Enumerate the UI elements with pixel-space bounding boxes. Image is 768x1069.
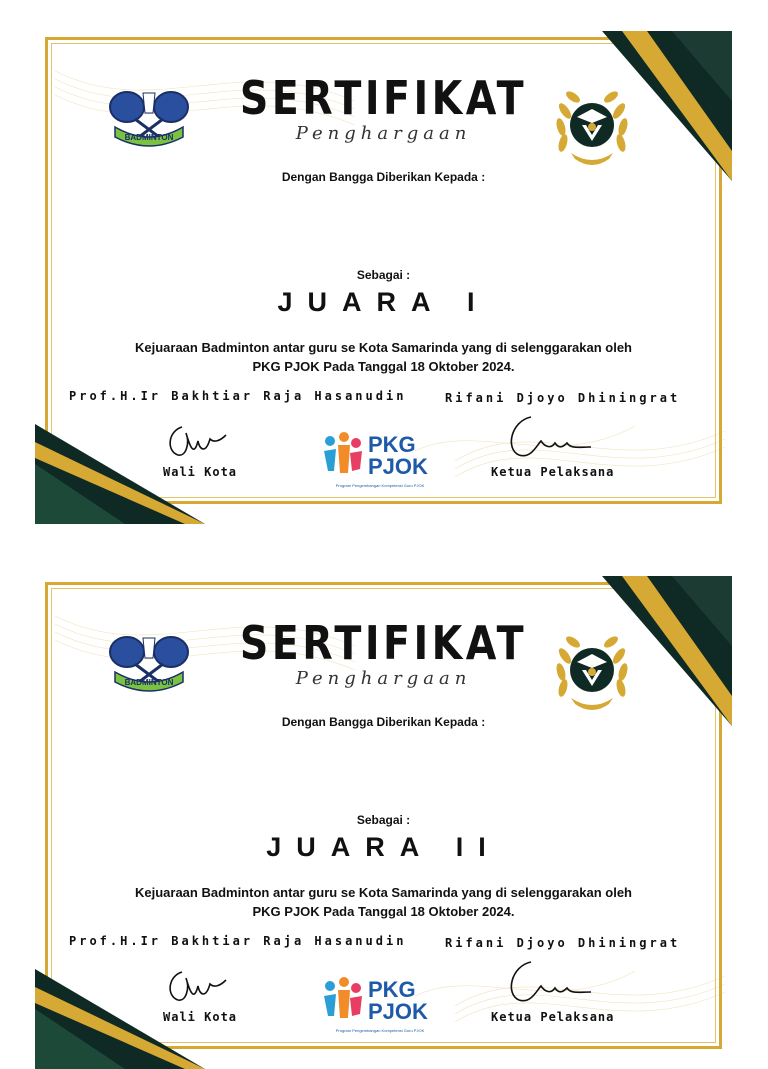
- left-signature: [160, 417, 230, 463]
- given-to-label: Dengan Bangga Diberikan Kepada :: [281, 715, 486, 729]
- right-signer-name: Rifani Djoyo Dhiningrat: [445, 391, 681, 405]
- badminton-logo-text: BADMINTON: [124, 678, 174, 687]
- pkg-figures-icon: [320, 976, 366, 1026]
- certificate-title: SERTIFIKAT: [239, 71, 528, 125]
- right-signature: [501, 956, 597, 1008]
- pkg-pjok-logo: [320, 976, 440, 1036]
- award-rank: JUARA II: [266, 832, 501, 862]
- pkg-tagline: Program Pengembangan Kompetensi Guru PJOK: [335, 483, 425, 488]
- pkg-pjok-logo: [320, 431, 440, 491]
- given-to-label: Dengan Bangga Diberikan Kepada :: [281, 170, 486, 184]
- laurel-emblem-icon: [551, 83, 633, 167]
- pkg-text-line2: PJOK: [368, 999, 428, 1024]
- right-signer-name: Rifani Djoyo Dhiningrat: [445, 936, 681, 950]
- certificate-subtitle: Penghargaan: [295, 123, 472, 144]
- as-label: Sebagai :: [356, 813, 411, 827]
- description-line-2: PKG PJOK Pada Tanggal 18 Oktober 2024.: [252, 359, 515, 374]
- pkg-text-line2: PJOK: [368, 454, 428, 479]
- certificate-subtitle: Penghargaan: [295, 668, 472, 689]
- left-signer-role: Wali Kota: [163, 1010, 238, 1024]
- left-signer-name: Prof.H.Ir Bakhtiar Raja Hasanudin: [69, 934, 407, 948]
- award-rank: JUARA I: [277, 287, 490, 317]
- award-description: [125, 883, 642, 921]
- as-label: Sebagai :: [356, 268, 411, 282]
- badminton-logo-text: BADMINTON: [124, 133, 174, 142]
- left-signature: [160, 962, 230, 1008]
- pkg-text-line1: PKG: [368, 977, 416, 1002]
- award-description: [125, 338, 642, 376]
- certificate-2: [35, 576, 732, 1069]
- left-signer-role: Wali Kota: [163, 465, 238, 479]
- pkg-tagline: Program Pengembangan Kompetensi Guru PJOK: [335, 1028, 425, 1033]
- pkg-figures-icon: [320, 431, 366, 481]
- left-signer-name: Prof.H.Ir Bakhtiar Raja Hasanudin: [69, 389, 407, 403]
- description-line-1: Kejuaraan Badminton antar guru se Kota Samarinda yang di selenggarakan oleh: [134, 340, 632, 355]
- right-signature: [501, 411, 597, 463]
- certificate-1: [35, 31, 732, 524]
- description-line-2: PKG PJOK Pada Tanggal 18 Oktober 2024.: [252, 904, 515, 919]
- right-signer-role: Ketua Pelaksana: [491, 465, 615, 479]
- certificate-title: SERTIFIKAT: [239, 616, 528, 670]
- description-line-1: Kejuaraan Badminton antar guru se Kota Samarinda yang di selenggarakan oleh: [134, 885, 632, 900]
- right-signer-role: Ketua Pelaksana: [491, 1010, 615, 1024]
- pkg-text-line1: PKG: [368, 432, 416, 457]
- laurel-emblem-icon: [551, 628, 633, 712]
